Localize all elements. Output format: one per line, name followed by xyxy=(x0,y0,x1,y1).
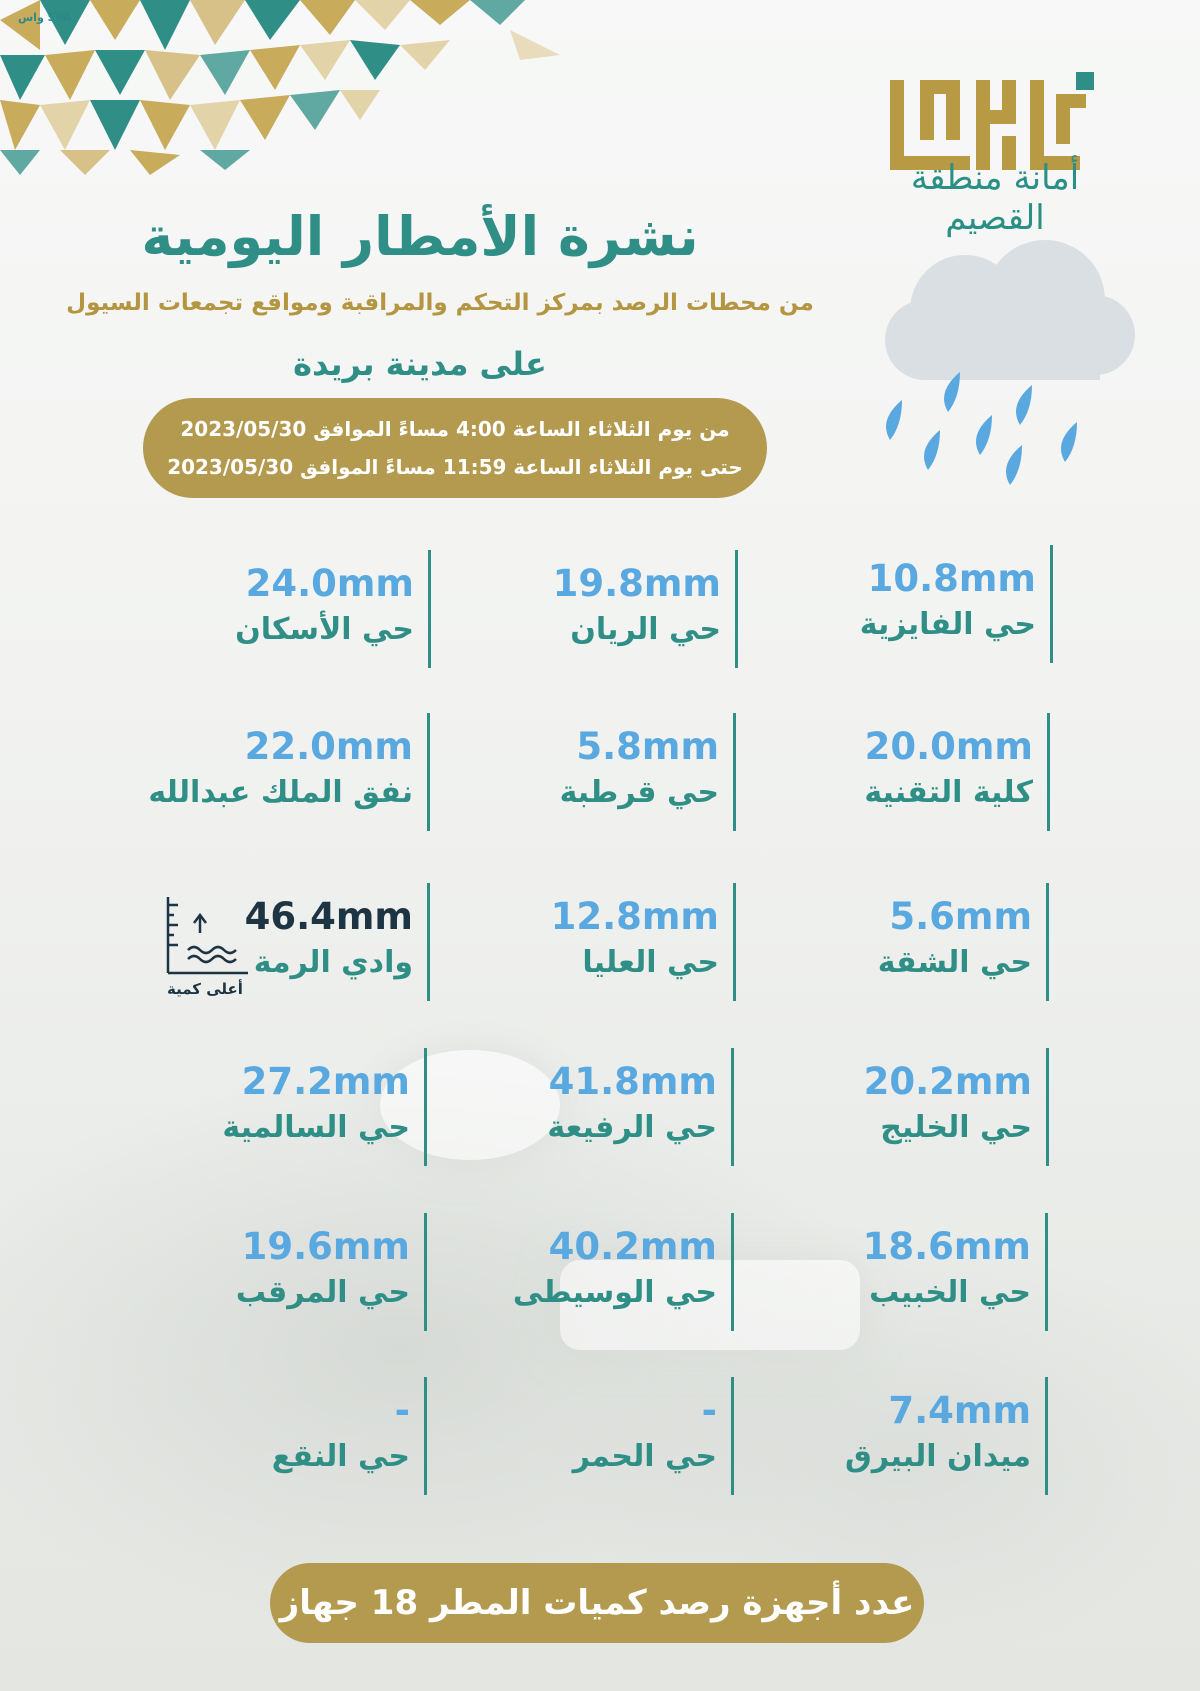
station-value: 7.4mm xyxy=(888,1389,1031,1432)
station-name: حي النقع xyxy=(271,1439,410,1474)
station-cell xyxy=(434,1377,734,1495)
station-value: 18.6mm xyxy=(862,1225,1031,1268)
station-value: 5.6mm xyxy=(889,895,1032,938)
period-pill xyxy=(143,398,767,498)
station-name: حي الأسكان xyxy=(235,612,414,647)
station-name: حي الخليج xyxy=(880,1110,1032,1145)
station-name: حي الحمر xyxy=(572,1439,717,1474)
station-value: - xyxy=(701,1389,717,1432)
station-cell xyxy=(748,1213,1048,1331)
station-name: نفق الملك عبدالله xyxy=(148,775,413,810)
station-value: 40.2mm xyxy=(548,1225,717,1268)
station-cell xyxy=(436,713,736,831)
device-count-text: عدد أجهزة رصد كميات المطر 18 جهاز xyxy=(279,1583,915,1623)
station-name: ميدان البيرق xyxy=(844,1439,1031,1474)
station-value: 20.0mm xyxy=(864,725,1033,768)
station-cell xyxy=(749,1048,1049,1166)
station-name: حي قرطبة xyxy=(559,775,719,810)
station-cell xyxy=(749,883,1049,1001)
station-name: وادي الرمة xyxy=(253,945,413,980)
logo-subtitle: أمانة منطقة القصيم xyxy=(910,158,1080,238)
station-value: 19.8mm xyxy=(552,562,721,605)
station-cell xyxy=(753,545,1053,663)
station-name: حي الشقة xyxy=(877,945,1032,980)
station-cell xyxy=(438,550,738,668)
station-name: حي العليا xyxy=(582,945,719,980)
station-cell xyxy=(434,1213,734,1331)
station-value: 22.0mm xyxy=(244,725,413,768)
station-name: كلية التقنية xyxy=(864,775,1033,810)
water-gauge-icon xyxy=(160,895,250,977)
station-value: 24.0mm xyxy=(245,562,414,605)
station-cell xyxy=(130,713,430,831)
city-label: على مدينة بريدة xyxy=(293,345,547,383)
rain-cloud-icon xyxy=(870,240,1150,510)
station-value-highest: 46.4mm xyxy=(244,895,413,938)
station-value: 10.8mm xyxy=(867,557,1036,600)
station-name: حي الوسيطى xyxy=(512,1275,717,1310)
station-name: حي الخبيب xyxy=(869,1275,1031,1310)
agency-mark: واس SPA xyxy=(18,11,72,24)
station-value: 41.8mm xyxy=(548,1060,717,1103)
station-name: حي السالمية xyxy=(222,1110,410,1145)
station-value: - xyxy=(394,1389,410,1432)
station-name: حي الريان xyxy=(570,612,721,647)
station-name: حي الرفيعة xyxy=(547,1110,717,1145)
station-cell xyxy=(127,1048,427,1166)
geometric-pattern xyxy=(0,0,560,180)
station-value: 19.6mm xyxy=(241,1225,410,1268)
device-count-pill xyxy=(270,1563,924,1643)
station-cell xyxy=(750,713,1050,831)
page-subtitle: من محطات الرصد بمركز التحكم والمراقبة ومواقع تجمعات السيول xyxy=(66,290,814,316)
station-cell xyxy=(436,883,736,1001)
station-name: حي المرقب xyxy=(235,1275,410,1310)
station-cell xyxy=(434,1048,734,1166)
page-title: نشرة الأمطار اليومية xyxy=(141,205,699,268)
highest-amount-label: أعلى كمية xyxy=(167,980,243,998)
station-cell xyxy=(127,1213,427,1331)
station-cell xyxy=(131,550,431,668)
station-name: حي الفايزية xyxy=(859,607,1036,642)
period-from: من يوم الثلاثاء الساعة 4:00 مساءً الموافق 2023/05/30 xyxy=(180,417,730,441)
station-value: 27.2mm xyxy=(241,1060,410,1103)
station-value: 20.2mm xyxy=(863,1060,1032,1103)
station-value: 5.8mm xyxy=(576,725,719,768)
station-cell xyxy=(748,1377,1048,1495)
station-cell xyxy=(127,1377,427,1495)
period-to: حتى يوم الثلاثاء الساعة 11:59 مساءً الموافق 2023/05/30 xyxy=(167,455,743,479)
station-value: 12.8mm xyxy=(550,895,719,938)
